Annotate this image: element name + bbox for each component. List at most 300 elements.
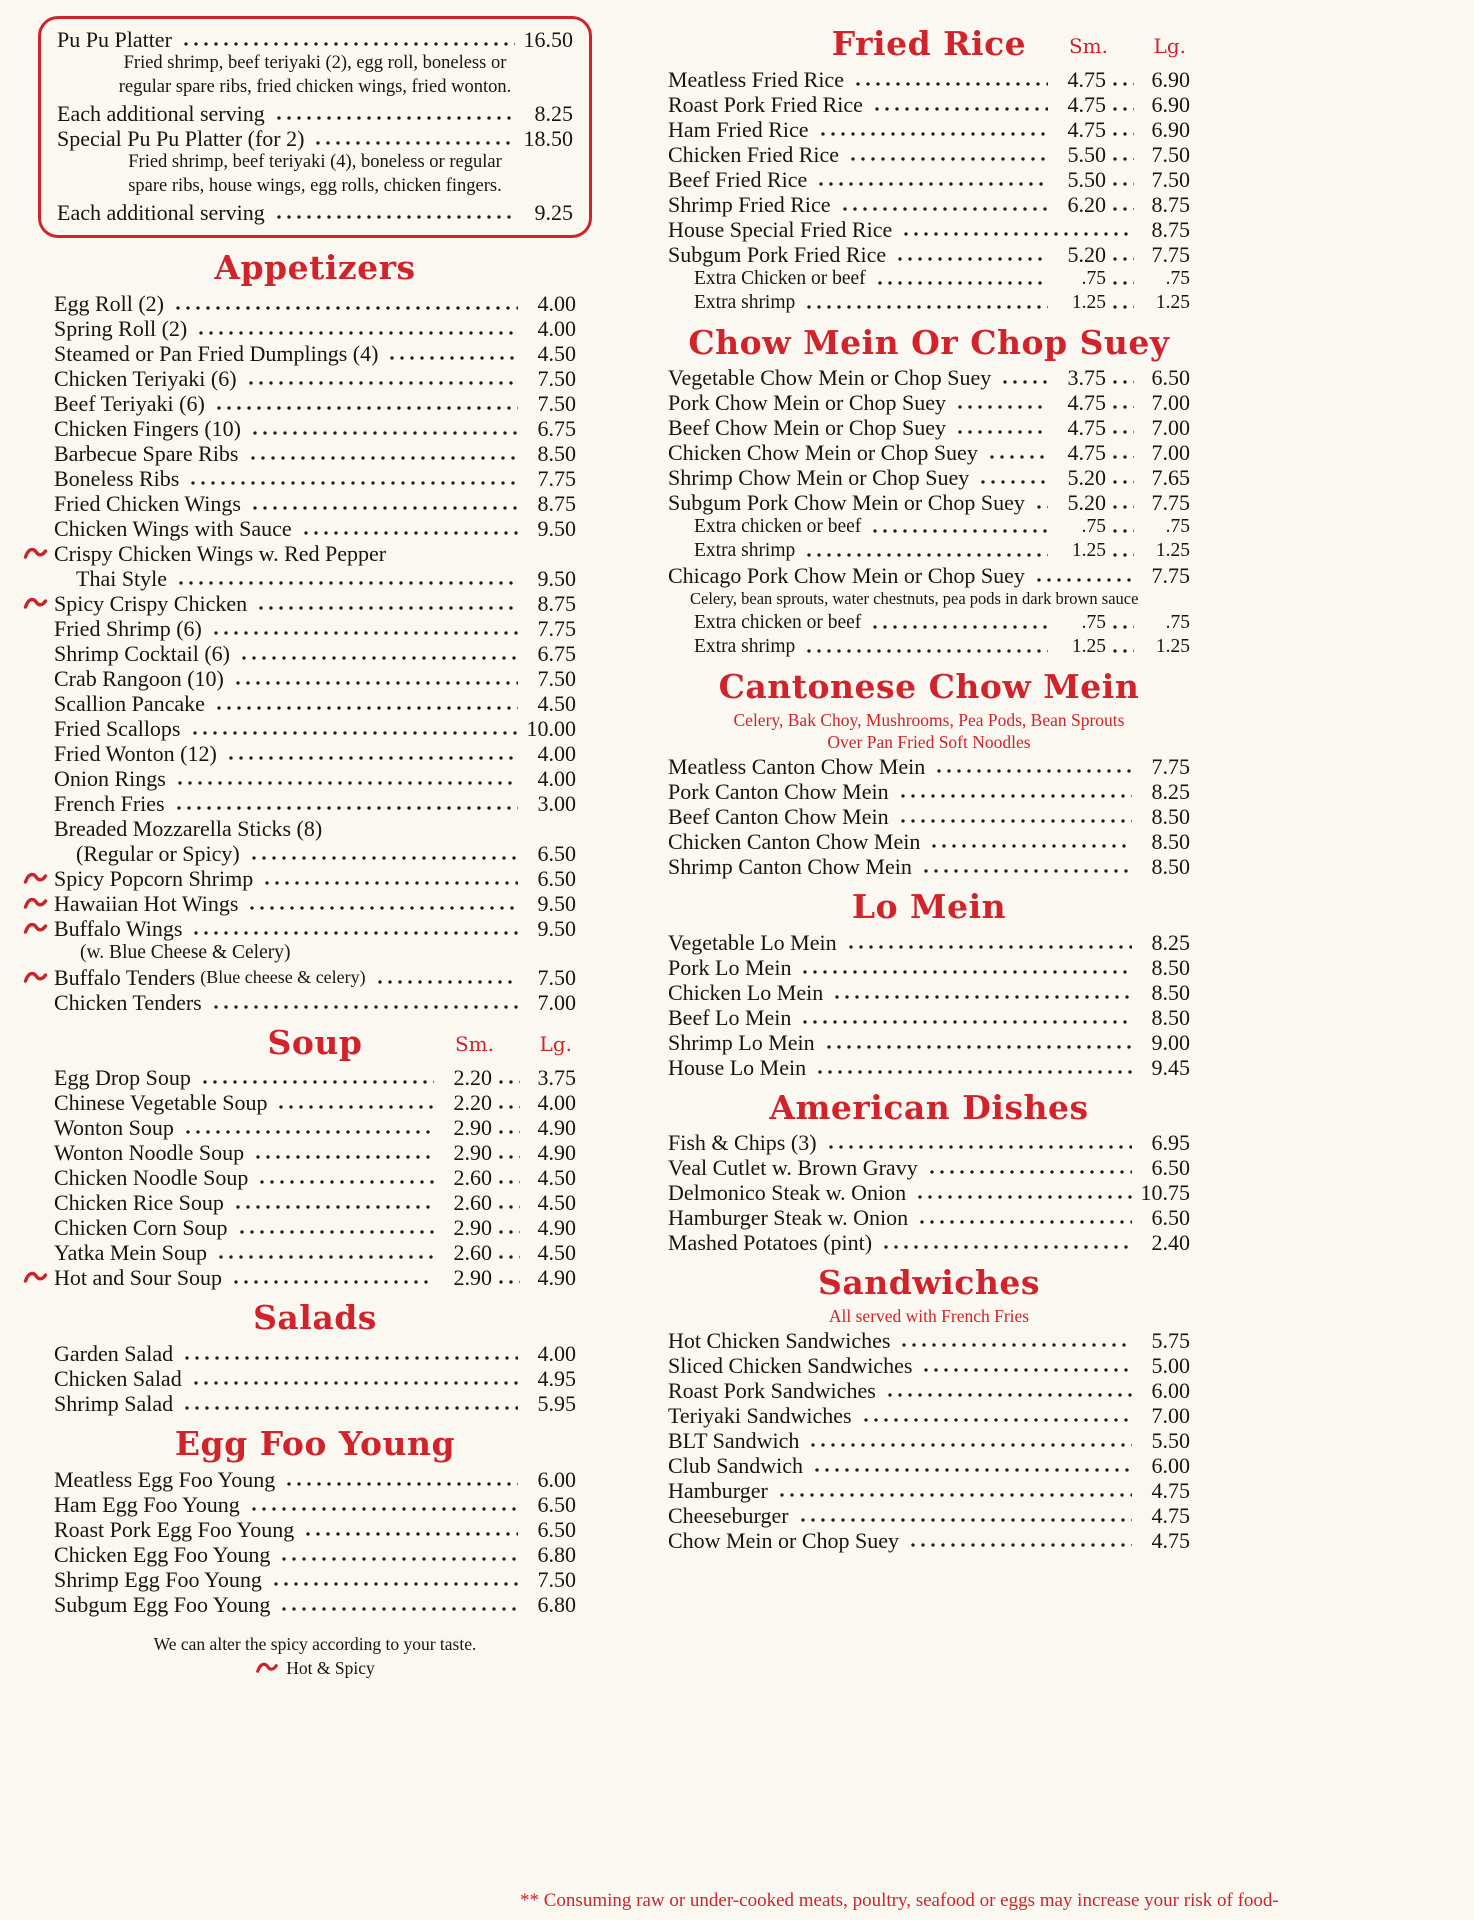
item-price: 16.50 (523, 27, 573, 52)
item-name: Club Sandwich (668, 1452, 804, 1478)
menu-item (668, 67, 1190, 92)
dot-leader (932, 759, 1132, 779)
dot-leader (282, 1472, 518, 1492)
item-name: Chicken Corn Soup (54, 1215, 228, 1241)
dot-leader (859, 1408, 1132, 1428)
item-price: 7.50 (537, 964, 576, 990)
hot-spicy-icon (255, 1661, 279, 1674)
item-name: Special Pu Pu Platter (for 2) (57, 126, 305, 151)
menu-item (54, 1366, 576, 1391)
dot-leader (822, 1035, 1132, 1055)
item-price: 8.50 (1151, 828, 1190, 854)
item-name: Sliced Chicken Sandwiches (668, 1352, 913, 1378)
menu-item (668, 242, 1190, 267)
item-price-large: 6.90 (1151, 116, 1190, 142)
dot-leader (802, 543, 1048, 563)
item-name: Chicago Pork Chow Mein or Chop Suey (668, 563, 1025, 589)
item-name: Vegetable Chow Mein or Chop Suey (668, 365, 992, 391)
menu-item (668, 1478, 1190, 1503)
menu-item (54, 441, 576, 466)
menu-item (54, 1542, 576, 1567)
menu-item (54, 1090, 576, 1115)
item-name: Fried Shrimp (6) (54, 615, 202, 641)
menu-item (54, 816, 576, 841)
menu-item (54, 1190, 576, 1215)
menu-item (57, 27, 573, 52)
item-name: Shrimp Fried Rice (668, 191, 831, 217)
dot-leader (247, 1497, 518, 1517)
dot-leader (277, 1597, 518, 1617)
item-name: Shrimp Egg Foo Young (54, 1566, 262, 1592)
dot-leader (1108, 370, 1134, 390)
item-name: Chicken Rice Soup (54, 1190, 224, 1216)
menu-item (668, 1155, 1190, 1180)
item-description: Celery, bean sprouts, water chestnuts, pea pods in dark brown sauce (690, 589, 1139, 609)
item-price-small: 5.20 (1067, 241, 1106, 267)
menu-item (54, 1341, 576, 1366)
dot-leader (802, 639, 1048, 659)
menu-item (57, 101, 573, 126)
section-chow-mein-or-chop-suey (668, 322, 1190, 660)
dot-leader (953, 420, 1048, 440)
hot-spicy-icon (23, 596, 48, 610)
dot-leader (255, 1170, 434, 1190)
menu-column-right (668, 16, 1190, 1679)
dot-leader (244, 371, 518, 391)
menu-item (54, 391, 576, 416)
menu-item (668, 365, 1190, 390)
dot-leader (806, 1433, 1132, 1453)
dot-leader (237, 646, 518, 666)
item-price: 10.00 (526, 715, 576, 741)
dot-leader (385, 346, 518, 366)
item-name: (w. Blue Cheese & Celery) (80, 941, 291, 963)
item-name: Veal Cutlet w. Brown Gravy (668, 1155, 918, 1181)
item-name: Egg Roll (2) (54, 290, 164, 316)
item-price: 5.75 (1151, 1327, 1190, 1353)
item-price-small: 4.75 (1067, 116, 1106, 142)
item-price: 3.00 (537, 790, 576, 816)
section-sandwiches (668, 1265, 1190, 1553)
section-egg-foo-young (54, 1423, 576, 1617)
item-name: Chicken Teriyaki (6) (54, 365, 237, 391)
dot-leader (180, 1396, 518, 1416)
dot-leader (844, 935, 1132, 955)
item-price: 8.50 (1151, 979, 1190, 1005)
menu-item (668, 490, 1190, 515)
item-price: 9.50 (537, 565, 576, 591)
item-name: Shrimp Chow Mein or Chop Suey (668, 465, 970, 491)
item-price-small: 2.20 (453, 1065, 492, 1091)
item-price-large: 7.75 (1151, 490, 1190, 516)
item-price-large: 1.25 (1155, 291, 1190, 313)
menu-item (54, 741, 576, 766)
health-warning-footnote: ** Consuming raw or under-cooked meats, poultry, seafood or eggs may increase your risk of food- (520, 1890, 1279, 1911)
item-price: 7.75 (537, 615, 576, 641)
item-name: Vegetable Lo Mein (668, 929, 837, 955)
item-price: 9.50 (537, 890, 576, 916)
item-price: 8.50 (537, 440, 576, 466)
hot-spicy-icon (23, 1270, 48, 1284)
item-name: Subgum Pork Fried Rice (668, 241, 887, 267)
menu-item (54, 866, 576, 891)
item-price: 9.00 (1151, 1029, 1190, 1055)
dot-leader (245, 896, 518, 916)
dot-leader (194, 321, 518, 341)
item-name: Each additional serving (57, 101, 265, 126)
dot-leader (1108, 519, 1134, 539)
item-price: 6.95 (1151, 1130, 1190, 1156)
item-price: 6.50 (1151, 1205, 1190, 1231)
size-label-large: Lg. (1153, 33, 1186, 58)
item-price-large: 7.00 (1151, 440, 1190, 466)
item-price-small: 6.20 (1067, 191, 1106, 217)
item-name: Subgum Egg Foo Young (54, 1591, 271, 1617)
dot-leader (775, 1483, 1132, 1503)
dot-leader (269, 1572, 518, 1592)
item-price-large: 3.75 (537, 1065, 576, 1091)
dot-leader (919, 1358, 1132, 1378)
dot-leader (824, 1135, 1132, 1155)
item-price-large: 7.75 (1151, 241, 1190, 267)
item-price-large: 6.50 (1151, 365, 1190, 391)
item-price: 4.50 (537, 340, 576, 366)
item-price: 4.50 (537, 690, 576, 716)
menu-item (668, 1205, 1190, 1230)
item-price: 4.00 (537, 315, 576, 341)
item-price-large: 1.25 (1155, 540, 1190, 562)
dot-leader (260, 871, 518, 891)
item-price: 4.75 (1151, 1502, 1190, 1528)
menu-item (54, 841, 576, 866)
menu-item (54, 341, 576, 366)
item-name: Each additional serving (57, 200, 265, 225)
menu-item (57, 126, 573, 151)
item-name: Pork Chow Mein or Chop Suey (668, 390, 947, 416)
item-name: Pu Pu Platter (57, 27, 172, 52)
menu-item (668, 217, 1190, 242)
menu-item (668, 754, 1190, 779)
item-price-small: 3.75 (1067, 365, 1106, 391)
item-price: 6.50 (1151, 1155, 1190, 1181)
section-header (668, 1087, 1190, 1127)
item-name: Meatless Fried Rice (668, 66, 844, 92)
hot-spicy-icon (23, 921, 48, 935)
item-price-large: 4.90 (537, 1140, 576, 1166)
menu-item (668, 1353, 1190, 1378)
dot-leader (927, 834, 1132, 854)
item-price-large: 4.50 (537, 1165, 576, 1191)
menu-item (54, 1240, 576, 1265)
item-price: 9.50 (537, 515, 576, 541)
item-price: 9.50 (537, 915, 576, 941)
item-description: Fried shrimp, beef teriyaki (2), egg roll, boneless or (123, 53, 507, 73)
dot-leader (494, 1220, 520, 1240)
section-header (54, 1300, 576, 1336)
section-title: Salads (253, 1298, 377, 1338)
menu-item (668, 1403, 1190, 1428)
item-price-small: 1.25 (1071, 291, 1106, 313)
dot-leader (494, 1095, 520, 1115)
dot-leader (172, 796, 518, 816)
item-price-small: 2.60 (453, 1165, 492, 1191)
hot-spicy-icon (23, 970, 48, 984)
item-name: Ham Egg Foo Young (54, 1491, 240, 1517)
item-description: regular spare ribs, fried chicken wings, fried wonton. (118, 77, 512, 97)
item-price-small: 2.60 (453, 1190, 492, 1216)
menu-item (668, 167, 1190, 192)
item-price: 6.00 (1151, 1377, 1190, 1403)
item-price-small: 5.50 (1067, 141, 1106, 167)
dot-leader (214, 1245, 434, 1265)
dot-leader (494, 1170, 520, 1190)
dot-leader (212, 696, 518, 716)
dot-leader (1108, 295, 1134, 315)
item-name: Spring Roll (2) (54, 315, 188, 341)
menu-item (54, 516, 576, 541)
item-name: Roast Pork Egg Foo Young (54, 1516, 295, 1542)
item-price: 6.00 (537, 1466, 576, 1492)
item-price: 5.00 (1151, 1352, 1190, 1378)
item-price-small: 2.60 (453, 1240, 492, 1266)
section-title: American Dishes (769, 1087, 1089, 1127)
item-name: Pork Canton Chow Mein (668, 778, 889, 804)
dot-leader (248, 496, 518, 516)
item-name: Wonton Noodle Soup (54, 1140, 245, 1166)
item-name: Breaded Mozzarella Sticks (8) (54, 815, 323, 841)
dot-leader (985, 445, 1048, 465)
item-name: Extra shrimp (694, 540, 796, 562)
menu-item (668, 1378, 1190, 1403)
dot-leader (813, 1060, 1132, 1080)
item-price-large: 4.00 (537, 1090, 576, 1116)
item-price: 6.75 (537, 415, 576, 441)
menu-item (54, 1215, 576, 1240)
item-price-small: 2.20 (453, 1090, 492, 1116)
dot-leader (277, 1547, 518, 1567)
item-name: Shrimp Salad (54, 1390, 174, 1416)
section-header (668, 669, 1190, 705)
menu-item (54, 766, 576, 791)
dot-leader (838, 197, 1048, 217)
dot-leader (179, 32, 515, 52)
dot-leader (174, 571, 518, 591)
dot-leader (814, 172, 1048, 192)
menu-item (668, 829, 1190, 854)
menu-item (668, 465, 1190, 490)
menu-item (54, 666, 576, 691)
menu-item (54, 641, 576, 666)
section-lo-mein (668, 886, 1190, 1080)
section-header (668, 1265, 1190, 1301)
dot-leader (494, 1245, 520, 1265)
menu-item (54, 541, 576, 566)
menu-item (54, 1065, 576, 1090)
item-price: 8.75 (537, 490, 576, 516)
menu-item (668, 1328, 1190, 1353)
item-name: Buffalo Tenders (54, 964, 196, 990)
dot-leader (1108, 197, 1134, 217)
item-name: Onion Rings (54, 765, 166, 791)
dot-leader (1108, 395, 1134, 415)
item-price: 6.75 (537, 640, 576, 666)
item-name: Chicken Wings with Sauce (54, 515, 292, 541)
hot-spicy-legend (54, 1657, 576, 1679)
dot-leader (186, 471, 518, 491)
dot-leader (798, 960, 1132, 980)
item-price: 6.50 (537, 840, 576, 866)
dot-leader (919, 859, 1132, 879)
dot-leader (796, 1508, 1132, 1528)
dot-leader (494, 1120, 520, 1140)
section-title: Appetizers (214, 248, 416, 287)
item-name: Shrimp Cocktail (6) (54, 640, 230, 666)
item-name: Beef Teriyaki (6) (54, 390, 205, 416)
item-name: Extra chicken or beef (694, 516, 862, 538)
item-name: Barbecue Spare Ribs (54, 440, 239, 466)
dot-leader (171, 296, 518, 316)
menu-item (668, 1005, 1190, 1030)
item-price-large: 7.65 (1151, 465, 1190, 491)
dot-leader (851, 72, 1048, 92)
dot-leader (1108, 147, 1134, 167)
dot-leader (212, 396, 518, 416)
menu-item (54, 990, 576, 1015)
dot-leader (798, 1010, 1132, 1030)
menu-item (54, 1492, 576, 1517)
item-name: Chicken Canton Chow Mein (668, 828, 921, 854)
item-price: 6.50 (537, 865, 576, 891)
dot-leader (1108, 172, 1134, 192)
section-subtitle: Celery, Bak Choy, Mushrooms, Pea Pods, Bean Sprouts (733, 709, 1125, 730)
section-salads (54, 1300, 576, 1416)
section-pupu-platter-specials (38, 16, 592, 238)
menu-item (54, 291, 576, 316)
menu-item (668, 142, 1190, 167)
item-price: 8.75 (537, 590, 576, 616)
menu-item (54, 691, 576, 716)
item-name: Extra Chicken or beef (694, 267, 866, 289)
item-price: 8.25 (1151, 778, 1190, 804)
item-name: Yatka Mein Soup (54, 1240, 208, 1266)
section-title: Egg Foo Young (174, 1423, 456, 1463)
section-title: Soup (267, 1022, 363, 1062)
item-name: Extra shrimp (694, 291, 796, 313)
item-price-large: 1.25 (1155, 636, 1190, 658)
item-price-large: 6.90 (1151, 66, 1190, 92)
item-price: 9.45 (1151, 1054, 1190, 1080)
menu-item (54, 491, 576, 516)
menu-item (54, 466, 576, 491)
menu-item (668, 1428, 1190, 1453)
dot-leader (173, 771, 518, 791)
item-price-large: .75 (1165, 267, 1190, 289)
menu-item (54, 891, 576, 916)
menu-item (668, 1130, 1190, 1155)
item-name: Fried Chicken Wings (54, 490, 241, 516)
spicy-footer (54, 1633, 576, 1679)
section-cantonese-chow-mein (668, 669, 1190, 879)
item-name: Roast Pork Sandwiches (668, 1377, 876, 1403)
section-header (668, 322, 1190, 362)
menu-item (668, 563, 1190, 588)
item-name: Hot Chicken Sandwiches (668, 1327, 891, 1353)
dot-leader (272, 205, 515, 225)
item-price-large: 4.90 (537, 1215, 576, 1241)
item-price: 4.00 (537, 740, 576, 766)
dot-leader (1108, 543, 1134, 563)
item-price: 7.75 (1151, 563, 1190, 589)
item-price: 5.95 (537, 1390, 576, 1416)
dot-leader (976, 470, 1048, 490)
item-name: (Regular or Spicy) (76, 840, 240, 866)
dot-leader (251, 1145, 434, 1165)
menu-item (54, 366, 576, 391)
menu-item (54, 1467, 576, 1492)
menu-item (54, 591, 576, 616)
menu-item (668, 1030, 1190, 1055)
item-price: 7.75 (537, 465, 576, 491)
item-name: Steamed or Pan Fried Dumplings (4) (54, 340, 379, 366)
menu-column-left-sections (54, 16, 576, 1617)
item-name: Chicken Noodle Soup (54, 1165, 249, 1191)
item-price: 8.50 (1151, 954, 1190, 980)
dot-leader (1032, 495, 1048, 515)
menu-item (668, 779, 1190, 804)
menu-item (668, 980, 1190, 1005)
item-price-large: 4.90 (537, 1115, 576, 1141)
item-name: Spicy Popcorn Shrimp (54, 865, 254, 891)
item-name: Extra chicken or beef (694, 612, 862, 634)
item-price: 4.00 (537, 290, 576, 316)
dot-leader (1108, 97, 1134, 117)
item-price-small: 4.75 (1067, 415, 1106, 441)
section-soup (54, 1022, 576, 1291)
item-name: Beef Canton Chow Mein (668, 803, 889, 829)
item-price: 18.50 (523, 126, 573, 151)
dot-leader (846, 147, 1048, 167)
menu-item (54, 791, 576, 816)
menu-item (668, 930, 1190, 955)
item-name: Fried Scallops (54, 715, 181, 741)
dot-leader (913, 1185, 1132, 1205)
item-price: 6.80 (537, 1591, 576, 1617)
item-price: 8.25 (534, 101, 573, 126)
item-name: Chicken Fingers (10) (54, 415, 241, 441)
section-appetizers (54, 250, 576, 1015)
item-name: Scallion Pancake (54, 690, 205, 716)
item-name: Delmonico Steak w. Onion (668, 1180, 907, 1206)
item-name: Beef Fried Rice (668, 166, 808, 192)
item-name: Beef Chow Mein or Chop Suey (668, 415, 947, 441)
dot-leader (494, 1070, 520, 1090)
menu-item (54, 716, 576, 741)
item-name: Chicken Chow Mein or Chop Suey (668, 440, 978, 466)
item-price: 5.50 (1151, 1427, 1190, 1453)
menu-item (668, 267, 1190, 291)
item-price: 4.95 (537, 1365, 576, 1391)
dot-leader (494, 1145, 520, 1165)
item-name: Shrimp Canton Chow Mein (668, 853, 912, 879)
dot-leader (1108, 271, 1134, 291)
item-name-note: (Blue cheese & celery) (200, 966, 366, 987)
item-price-small: 2.90 (453, 1215, 492, 1241)
item-name: House Lo Mein (668, 1054, 807, 1080)
menu-item (668, 635, 1190, 659)
item-name: Meatless Canton Chow Mein (668, 753, 926, 779)
item-price: 2.40 (1151, 1230, 1190, 1256)
menu-item (54, 1592, 576, 1617)
